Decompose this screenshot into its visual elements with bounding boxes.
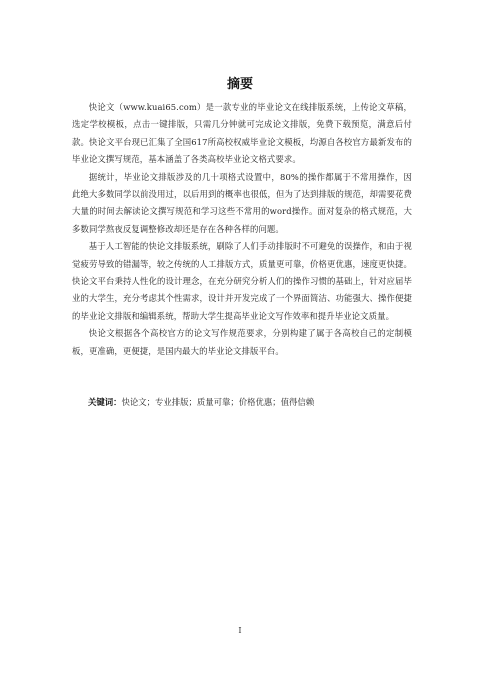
keywords-label: 关键词： [88,397,122,407]
keywords-text: 快论文；专业排版；质量可靠；价格优惠；值得信赖 [121,397,315,407]
abstract-paragraph-2: 据统计，毕业论文排版涉及的几十项格式设置中，80%的操作都属于不常用操作，因此绝大多数同学以前没用过，以后用到的概率也很低，但为了达到排版的规范，却需要花费大量的时间去解读论文撰写规范和学习这些不常用的word操作。面对复杂的格式规范，大多数同学熬夜反复调整修改却还是存在各种各样的问题。 [72,171,412,234]
abstract-paragraph-3: 基于人工智能的快论文排版系统，刷除了人们手动排版时不可避免的误操作，和由于视觉疲劳导致的错漏等，较之传统的人工排版方式，质量更可靠，价格更优惠，速度更快捷。快论文平台秉持人性化的设计理念，在充分研究分析人们的操作习惯的基础上，针对应届毕业的大学生，充分考虑其个性需求，设计并开发完成了一个界面简洁、功能强大、操作便捷的毕业论文排版和编辑系统，帮助大学生提高毕业论文写作效率和提升毕业论文质量。 [72,241,412,321]
keywords-line [88,394,418,410]
page-number: I [238,626,242,635]
abstract-title: 摘要 [226,77,253,92]
abstract-body [72,99,412,360]
abstract-paragraph-1: 快论文（www.kuai65.com）是一款专业的毕业论文在线排版系统，上传论文草稿，选定学校模板，点击一键排版，只需几分钟就可完成论文排版，免费下载预览，满意后付款。快论文平台现已汇集了全国617所高校权威毕业论文模板，均源自各校官方最新发布的毕业论文撰写规范，基本涵盖了各类高校毕业论文格式要求。 [72,102,412,165]
abstract-paragraph-4: 快论文根据各个高校官方的论文写作规范要求，分别构建了属于各高校自己的定制模板，更准确，更便捷，是国内最大的毕业论文排版平台。 [72,328,412,356]
